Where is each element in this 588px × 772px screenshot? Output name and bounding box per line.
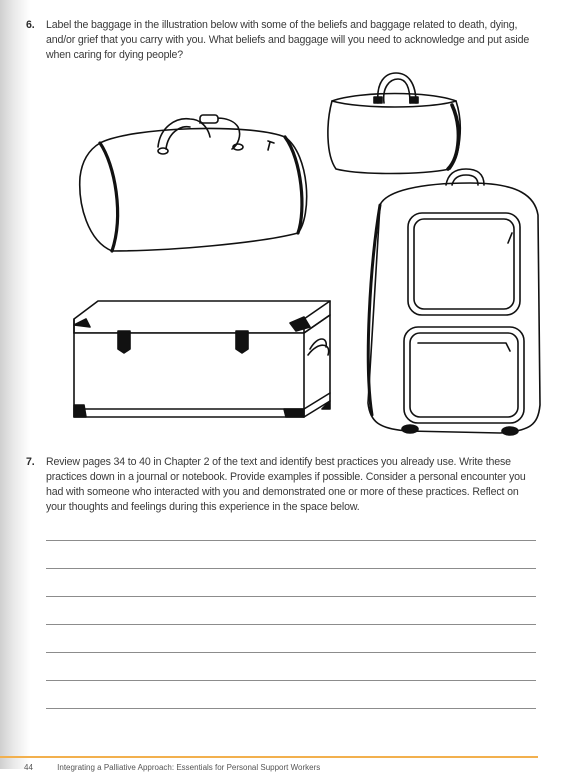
answer-line[interactable] [46, 624, 536, 625]
trunk-drawing [74, 301, 330, 417]
book-title: Integrating a Palliative Approach: Essentials for Personal Support Workers [57, 763, 321, 772]
page-gutter-shadow [0, 0, 30, 769]
handbag-drawing [328, 73, 460, 174]
question-7-text: Review pages 34 to 40 in Chapter 2 of the text and identify best practices you already use. Write these practices down in a journal or notebook. Provide examples if possible. Consider a personal encounter you had with someone who interacted with you and demonstrated one or more of these practices. Reflect on your thoughts and feelings during this experience in the space below. [46, 456, 526, 513]
question-7 [26, 455, 538, 515]
answer-line[interactable] [46, 568, 536, 569]
question-6 [26, 18, 538, 63]
answer-line[interactable] [46, 596, 536, 597]
answer-line[interactable] [46, 540, 536, 541]
answer-line[interactable] [46, 652, 536, 653]
question-7-number: 7. [26, 456, 35, 468]
answer-line[interactable] [46, 708, 536, 709]
page-number: 44 [24, 763, 33, 772]
footer-rule [0, 756, 538, 758]
answer-line[interactable] [46, 680, 536, 681]
question-6-text: Label the baggage in the illustration below with some of the beliefs and baggage related to death, dying, and/or grief that you carry with you. What beliefs and baggage will you need to acknowledge and put aside when caring for dying people? [46, 19, 530, 61]
suitcase-drawing [368, 169, 540, 435]
baggage-illustration [60, 65, 550, 445]
duffel-bag-drawing [80, 115, 307, 251]
footer [24, 763, 320, 772]
question-6-number: 6. [26, 19, 35, 31]
